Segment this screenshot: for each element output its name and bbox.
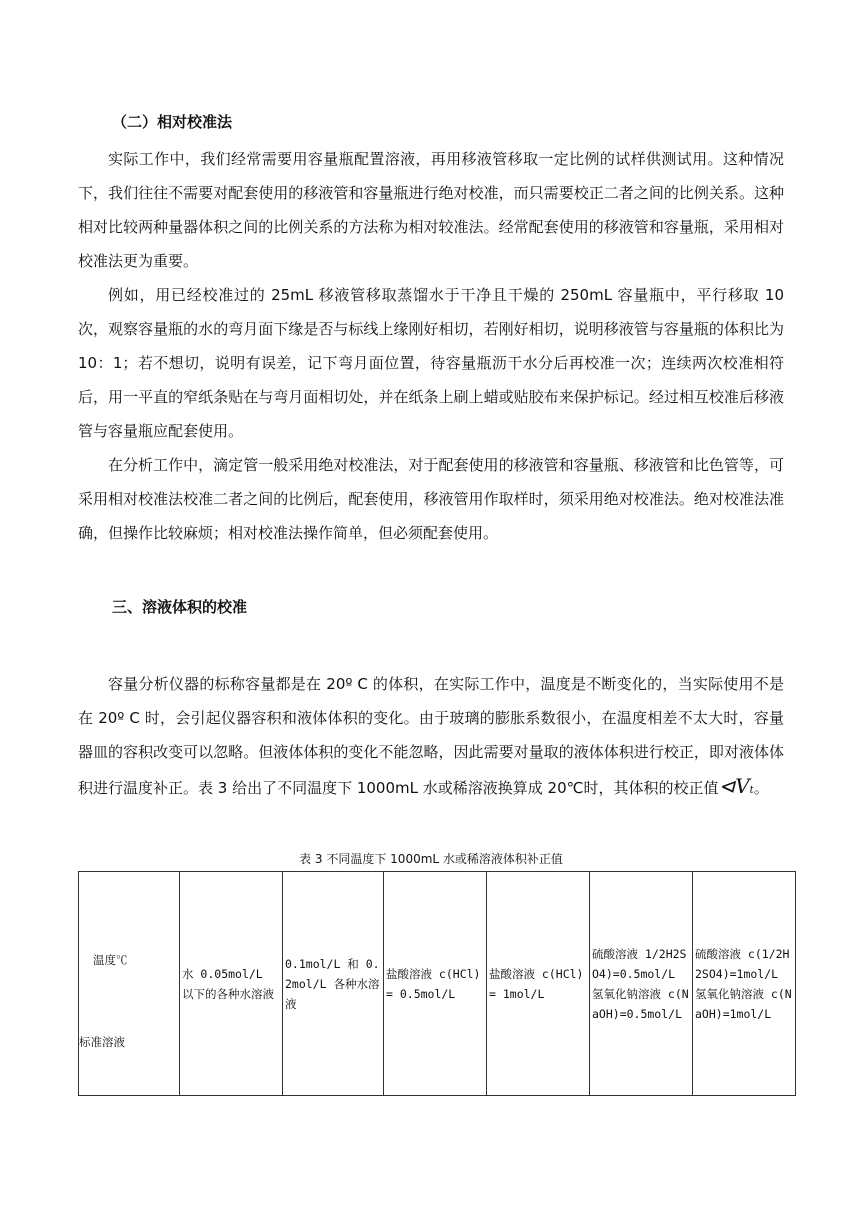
table-header-row [79, 872, 796, 1096]
paragraph-relative-calibration-example: 例如，用已经校准过的 25mL 移液管移取蒸馏水于干净且干燥的 250mL 容量瓶中，平行移取 10 次，观察容量瓶的水的弯月面下缘是否与标线上缘刚好相切，若刚好相切，说明移液管与容量瓶的体积比为 10：1；若不想切，说明有误差，记下弯月面位置，待容量瓶沥干水分后再校准一次；连续两次校准相符后，用一平直的窄纸条贴在与弯月面相切处，并在纸条上刷上蜡或贴胶布来保护标记。经过相互校准后移液管与容量瓶应配套使用。 [78, 286, 784, 440]
table-header-h2so4-naoh-1: 硫酸溶液 c(1/2H2SO4)=1mol/L 氢氧化钠溶液 c(NaOH)=1mol/L [693, 872, 796, 1096]
table-header-temperature: 温度℃ [93, 953, 128, 967]
table-header-water: 水 0.05mol/L 以下的各种水溶液 [180, 872, 283, 1096]
table-header-dilute-solution: 0.1mol/L 和 0.2mol/L 各种水溶液 [283, 872, 384, 1096]
section-heading-solution-volume: 三、溶液体积的校准 [112, 598, 248, 616]
table-header-hcl-1: 盐酸溶液 c(HCl)= 1mol/L [487, 872, 590, 1096]
volume-correction-symbol-sub: t [749, 785, 754, 796]
volume-correction-symbol-main: ⊲V [718, 774, 750, 798]
paragraph-solution-volume [78, 667, 784, 808]
paragraph-relative-calibration-intro: 实际工作中，我们经常需要用容量瓶配置溶液，再用移液管移取一定比例的试样供测试用。这种情况下，我们往往不需要对配套使用的移液管和容量瓶进行绝对校准，而只需要校正二者之间的比例关系。这种相对比较两种量器体积之间的比例关系的方法称为相对较准法。经常配套使用的移液管和容量瓶，采用相对校准法更为重要。 [78, 150, 784, 270]
paragraph-calibration-summary: 在分析工作中，滴定管一般采用绝对校准法，对于配套使用的移液管和容量瓶、移液管和比色管等，可采用相对校准法校准二者之间的比例后，配套使用，移液管用作取样时，须采用绝对校准法。绝对校准法准确，但操作比较麻烦；相对校准法操作简单，但必须配套使用。 [78, 456, 784, 542]
volume-correction-symbol [718, 774, 753, 798]
table-header-temperature-standard [79, 872, 180, 1096]
volume-correction-table [78, 871, 796, 1096]
table-header-hcl-05: 盐酸溶液 c(HCl)= 0.5mol/L [384, 872, 487, 1096]
section-heading-relative-calibration: （二）相对校准法 [112, 113, 233, 131]
table-caption: 表 3 不同温度下 1000mL 水或稀溶液体积补正值 [299, 852, 563, 866]
table-header-h2so4-naoh-05: 硫酸溶液 1/2H2SO4)=0.5mol/L 氢氧化钠溶液 c(NaOH)=0.5mol/L [590, 872, 693, 1096]
paragraph-solution-volume-text: 容量分析仪器的标称容量都是在 20º C 的体积，在实际工作中，温度是不断变化的，当实际使用不是在 20º C 时，会引起仪器容积和液体体积的变化。由于玻璃的膨胀系数很小，在温度相差不太大时，容量器皿的容积改变可以忽略。但液体体积的变化不能忽略，因此需要对量取的液体体积进行校正，即对液体体积进行温度补正。表 3 给出了不同温度下 1000mL 水或稀溶液换算成 20℃时，其体积的校正值 [78, 675, 784, 797]
paragraph-solution-volume-end: 。 [753, 779, 769, 797]
table-header-standard-solution: 标准溶液 [79, 1035, 125, 1049]
